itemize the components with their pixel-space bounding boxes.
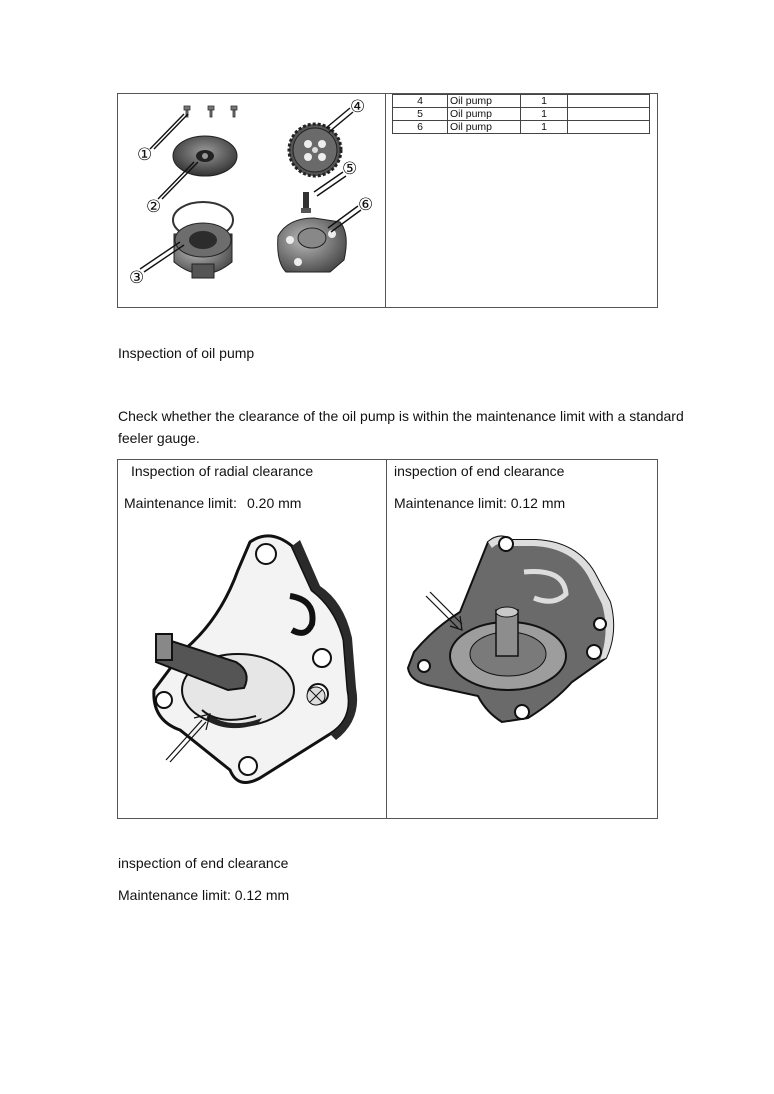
part-name: Oil pump — [448, 121, 521, 134]
radial-clearance-title: Inspection of radial clearance — [131, 463, 314, 479]
pump-cover — [173, 136, 237, 176]
inspection-box-divider — [386, 459, 387, 819]
part-qty: 1 — [521, 121, 568, 134]
callout-6: ⑥ — [358, 195, 374, 215]
table-row — [393, 95, 650, 108]
callout-3: ③ — [129, 268, 145, 288]
part-remark — [568, 108, 650, 121]
parts-box-divider — [385, 93, 386, 308]
table-row — [393, 108, 650, 121]
part-remark — [568, 95, 650, 108]
exploded-oil-pump-diagram — [118, 94, 384, 306]
part-qty: 1 — [521, 108, 568, 121]
part-name: Oil pump — [448, 95, 521, 108]
callout-4: ④ — [350, 97, 366, 117]
part-number: 4 — [393, 95, 448, 108]
part-number: 6 — [393, 121, 448, 134]
pump-body — [278, 218, 347, 272]
callout-2: ② — [146, 197, 162, 217]
instruction-line-2: feeler gauge. — [118, 430, 200, 446]
part-remark — [568, 121, 650, 134]
end-clearance-title: inspection of end clearance — [394, 463, 565, 479]
end-clearance-illustration — [404, 532, 624, 732]
footer-title: inspection of end clearance — [118, 855, 289, 871]
part-qty: 1 — [521, 95, 568, 108]
pump-housing — [173, 202, 233, 278]
part-name: Oil pump — [448, 108, 521, 121]
radial-limit-label: Maintenance limit: — [124, 495, 237, 511]
screws — [184, 106, 237, 117]
end-limit-text: Maintenance limit: 0.12 mm — [394, 495, 566, 511]
pump-gear — [289, 124, 341, 176]
radial-limit-value: 0.20 mm — [247, 495, 302, 511]
part-number: 5 — [393, 108, 448, 121]
parts-table — [392, 94, 650, 134]
callout-1: ① — [137, 145, 153, 165]
callout-5: ⑤ — [342, 159, 358, 179]
footer-limit: Maintenance limit: 0.12 mm — [118, 887, 290, 903]
section-title: Inspection of oil pump — [118, 345, 255, 361]
radial-clearance-illustration — [140, 530, 370, 790]
instruction-line-1: Check whether the clearance of the oil pump is within the maintenance limit with a standard — [118, 408, 684, 424]
table-row — [393, 121, 650, 134]
pump-pin — [301, 192, 311, 213]
